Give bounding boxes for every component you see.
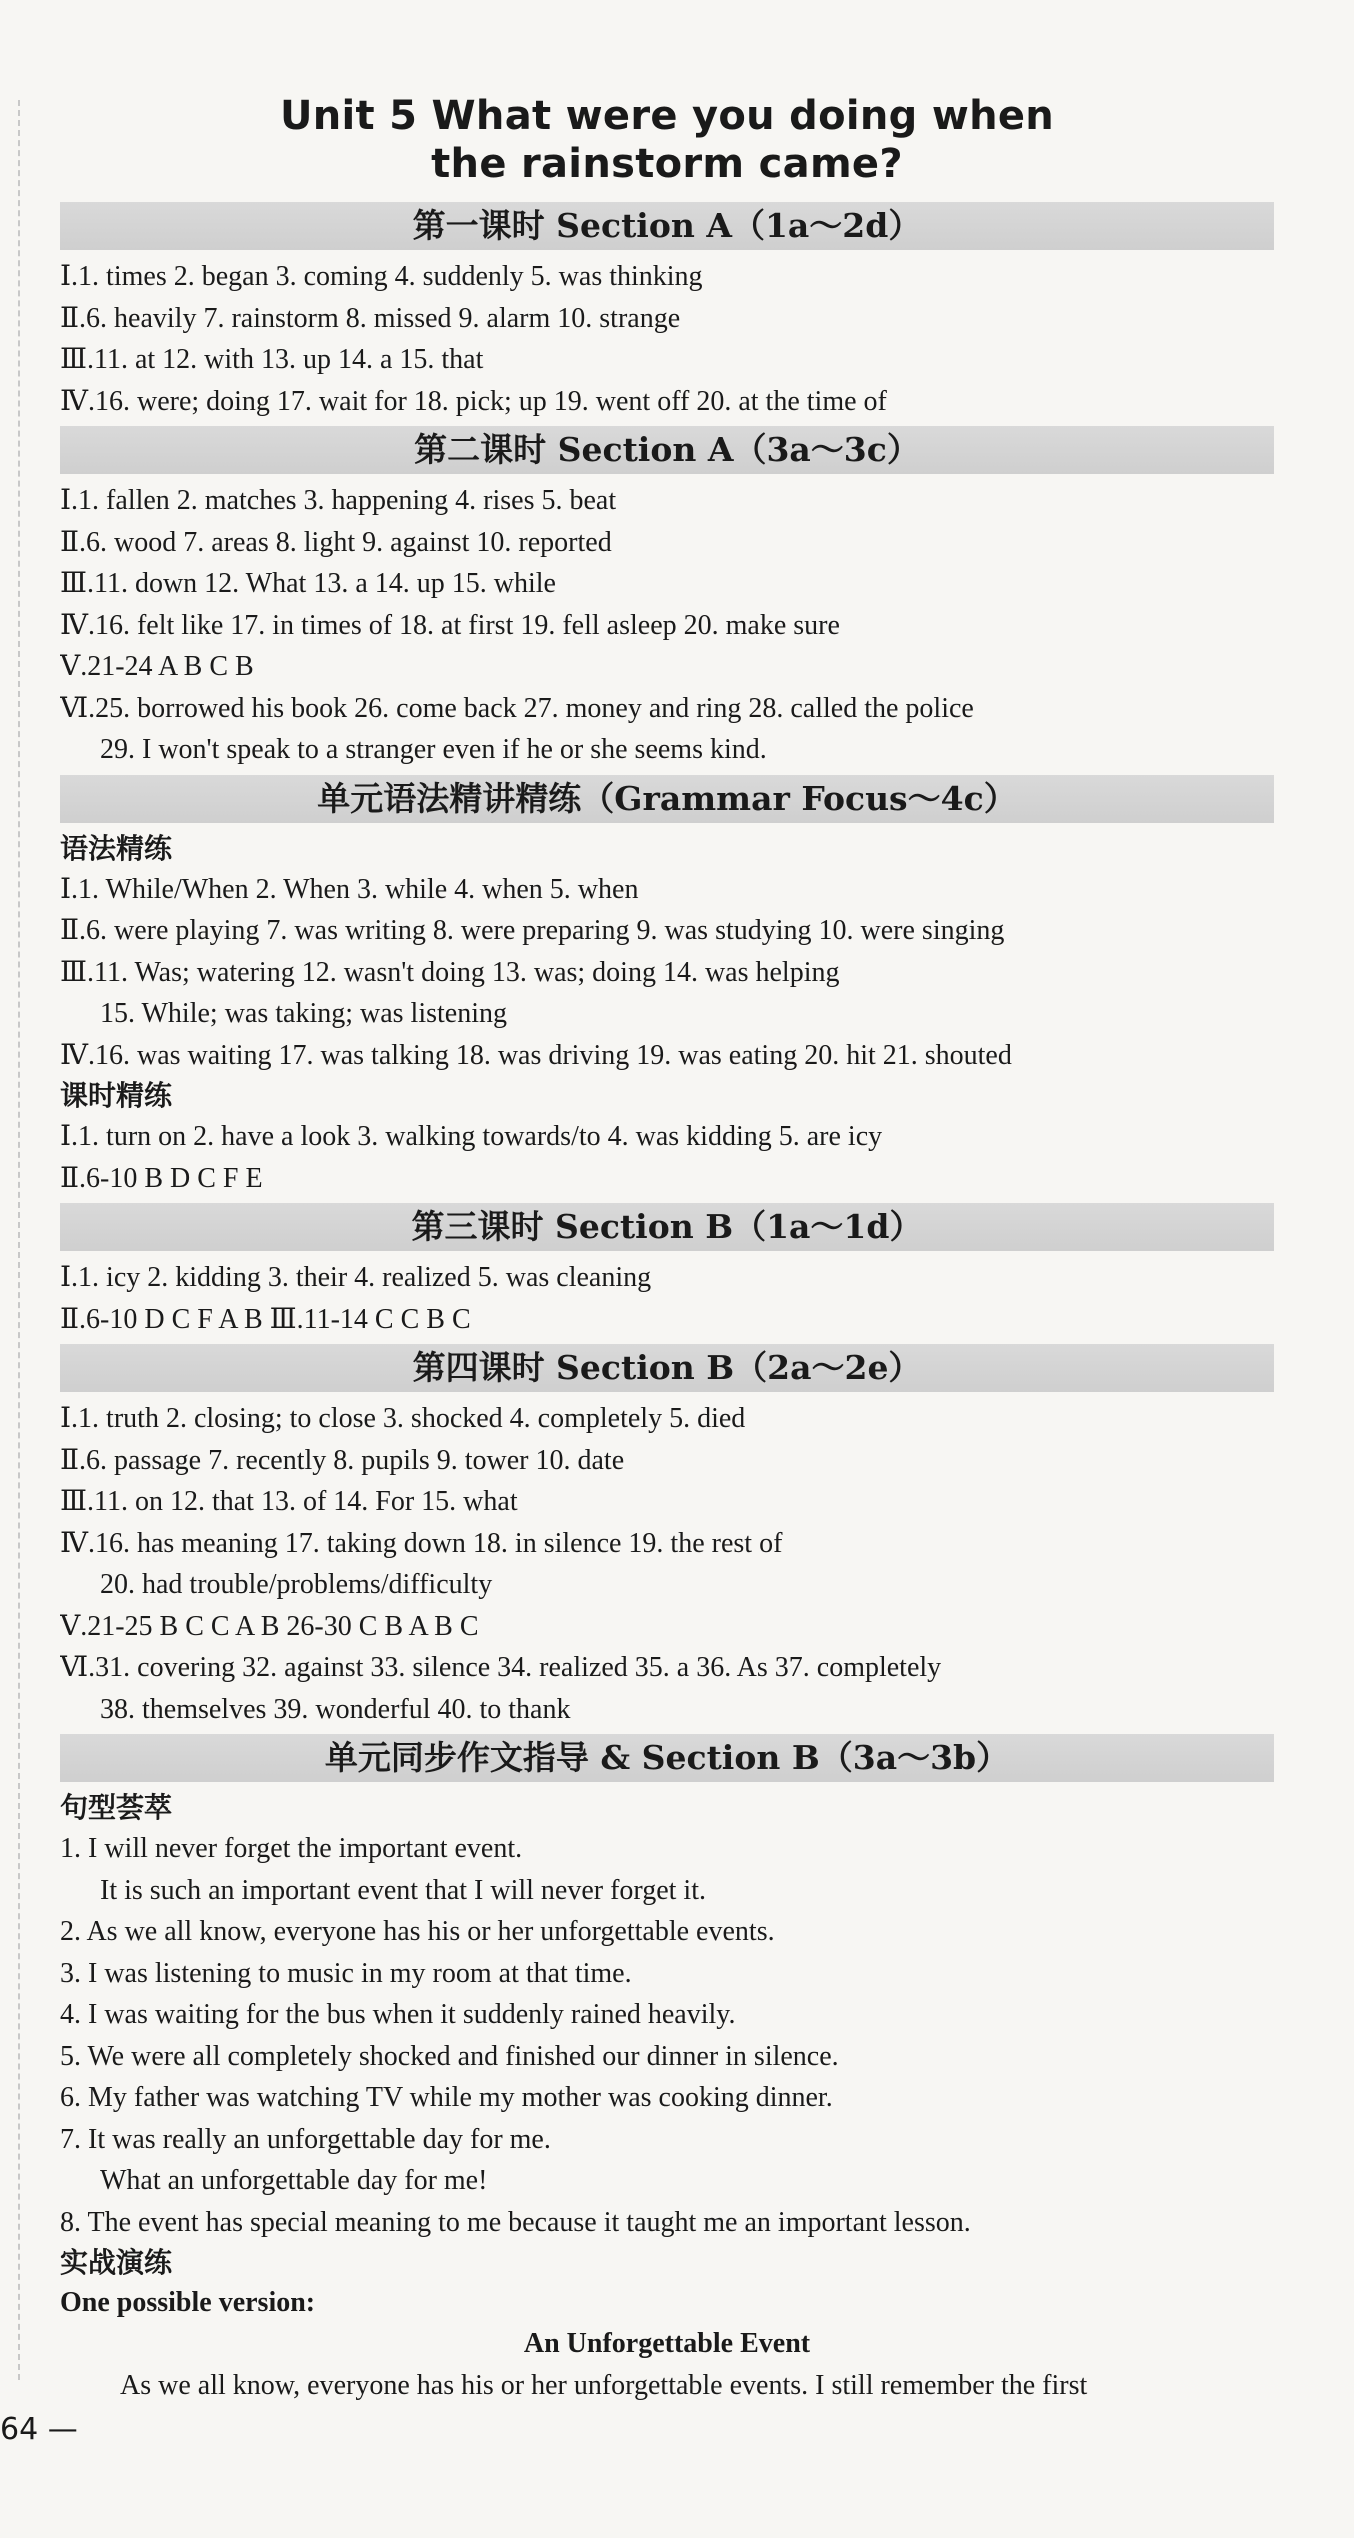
answer-line: Ⅱ.6-10 B D C F E	[60, 1162, 263, 1194]
sentence-line: What an unforgettable day for me!	[100, 2165, 488, 2196]
answer-line: Ⅲ.11. at 12. with 13. up 14. a 15. that	[60, 344, 484, 375]
answer-line: Ⅲ.11. Was; watering 12. wasn't doing 13. was; doing 14. was helping	[60, 956, 840, 988]
answer-line: Ⅱ.6-10 D C F A B Ⅲ.11-14 C C B C	[60, 1303, 471, 1335]
essay-paragraph: As we all know, everyone has his or her unforgettable events. I still remember the first	[120, 2370, 1088, 2401]
answer-line: Ⅳ.16. has meaning 17. taking down 18. in silence 19. the rest of	[60, 1527, 783, 1559]
unit-title-line-1: Unit 5 What were you doing when	[279, 93, 1055, 139]
subheading-sentence-patterns: 句型荟萃	[60, 1791, 173, 1824]
section-heading-1: 第一课时 Section A（1a～2d）	[60, 202, 1274, 250]
subheading-practice: 实战演练	[60, 2246, 173, 2279]
sentence-line: 7. It was really an unforgettable day for me.	[60, 2123, 551, 2155]
section-heading-2: 第二课时 Section A（3a～3c）	[60, 426, 1274, 474]
answer-line: 29. I won't speak to a stranger even if he or she seems kind.	[100, 734, 767, 765]
sentence-line: It is such an important event that I will never forget it.	[100, 1874, 706, 1906]
sentence-line: 4. I was waiting for the bus when it suddenly rained heavily.	[60, 1999, 736, 2030]
answer-line: 15. While; was taking; was listening	[100, 998, 507, 1029]
answer-line: Ⅰ.1. icy 2. kidding 3. their 4. realized 5. was cleaning	[60, 1262, 652, 1293]
section-heading-3: 单元语法精讲精练（Grammar Focus～4c）	[60, 775, 1274, 823]
section-heading-6: 单元同步作文指导 & Section B（3a～3b）	[60, 1734, 1274, 1782]
section-heading-4: 第三课时 Section B（1a～1d）	[60, 1203, 1274, 1251]
answer-line: Ⅳ.16. was waiting 17. was talking 18. was driving 19. was eating 20. hit 21. shouted	[60, 1039, 1012, 1071]
answer-line: Ⅰ.1. While/When 2. When 3. while 4. when 5. when	[60, 873, 639, 905]
sentence-line: 3. I was listening to music in my room at that time.	[60, 1957, 632, 1989]
sentence-line: 2. As we all know, everyone has his or her unforgettable events.	[60, 1916, 775, 1947]
answer-line: Ⅱ.6. passage 7. recently 8. pupils 9. tower 10. date	[60, 1444, 625, 1476]
version-label: One possible version:	[60, 2287, 316, 2318]
answer-line: Ⅳ.16. were; doing 17. wait for 18. pick; up 19. went off 20. at the time of	[60, 385, 887, 417]
answer-line: Ⅰ.1. truth 2. closing; to close 3. shocked 4. completely 5. died	[60, 1403, 746, 1434]
answer-line: Ⅵ.31. covering 32. against 33. silence 34. realized 35. a 36. As 37. completely	[60, 1652, 942, 1683]
answer-page	[60, 92, 1274, 2406]
answer-line: Ⅳ.16. felt like 17. in times of 18. at first 19. fell asleep 20. make sure	[60, 609, 840, 641]
sentence-line: 8. The event has special meaning to me because it taught me an important lesson.	[60, 2206, 971, 2238]
section-heading-5: 第四课时 Section B（2a～2e）	[60, 1344, 1274, 1392]
answer-line: Ⅴ.21-25 B C C A B 26-30 C B A B C	[60, 1610, 479, 1642]
page-number: 64 —	[0, 2412, 78, 2447]
answer-line: Ⅲ.11. down 12. What 13. a 14. up 15. while	[60, 568, 556, 599]
answer-line: Ⅰ.1. times 2. began 3. coming 4. suddenly 5. was thinking	[60, 261, 703, 292]
essay-title: An Unforgettable Event	[523, 2328, 811, 2359]
answer-line: Ⅴ.21-24 A B C B	[60, 651, 254, 682]
margin-dashed-line	[18, 100, 20, 2380]
answer-line: Ⅱ.6. heavily 7. rainstorm 8. missed 9. alarm 10. strange	[60, 302, 681, 334]
subheading-grammar-practice: 语法精练	[60, 831, 173, 865]
sentence-line: 6. My father was watching TV while my mother was cooking dinner.	[60, 2082, 833, 2113]
sentence-line: 1. I will never forget the important event.	[60, 1833, 523, 1864]
subheading-lesson-practice: 课时精练	[60, 1079, 173, 1112]
answer-line: Ⅰ.1. turn on 2. have a look 3. walking towards/to 4. was kidding 5. are icy	[60, 1121, 883, 1152]
answer-line: 38. themselves 39. wonderful 40. to thank	[100, 1693, 571, 1725]
unit-title	[60, 92, 1274, 188]
answer-line: Ⅱ.6. were playing 7. was writing 8. were preparing 9. was studying 10. were singing	[60, 915, 1005, 946]
answer-line: 20. had trouble/problems/difficulty	[100, 1569, 493, 1600]
answer-line: Ⅰ.1. fallen 2. matches 3. happening 4. rises 5. beat	[60, 485, 617, 516]
sentence-line: 5. We were all completely shocked and finished our dinner in silence.	[60, 2040, 839, 2072]
unit-title-line-2: the rainstorm came?	[431, 141, 903, 187]
answer-line: Ⅱ.6. wood 7. areas 8. light 9. against 10. reported	[60, 526, 612, 558]
answer-line: Ⅵ.25. borrowed his book 26. come back 27. money and ring 28. called the police	[60, 692, 974, 724]
answer-line: Ⅲ.11. on 12. that 13. of 14. For 15. what	[60, 1486, 518, 1517]
